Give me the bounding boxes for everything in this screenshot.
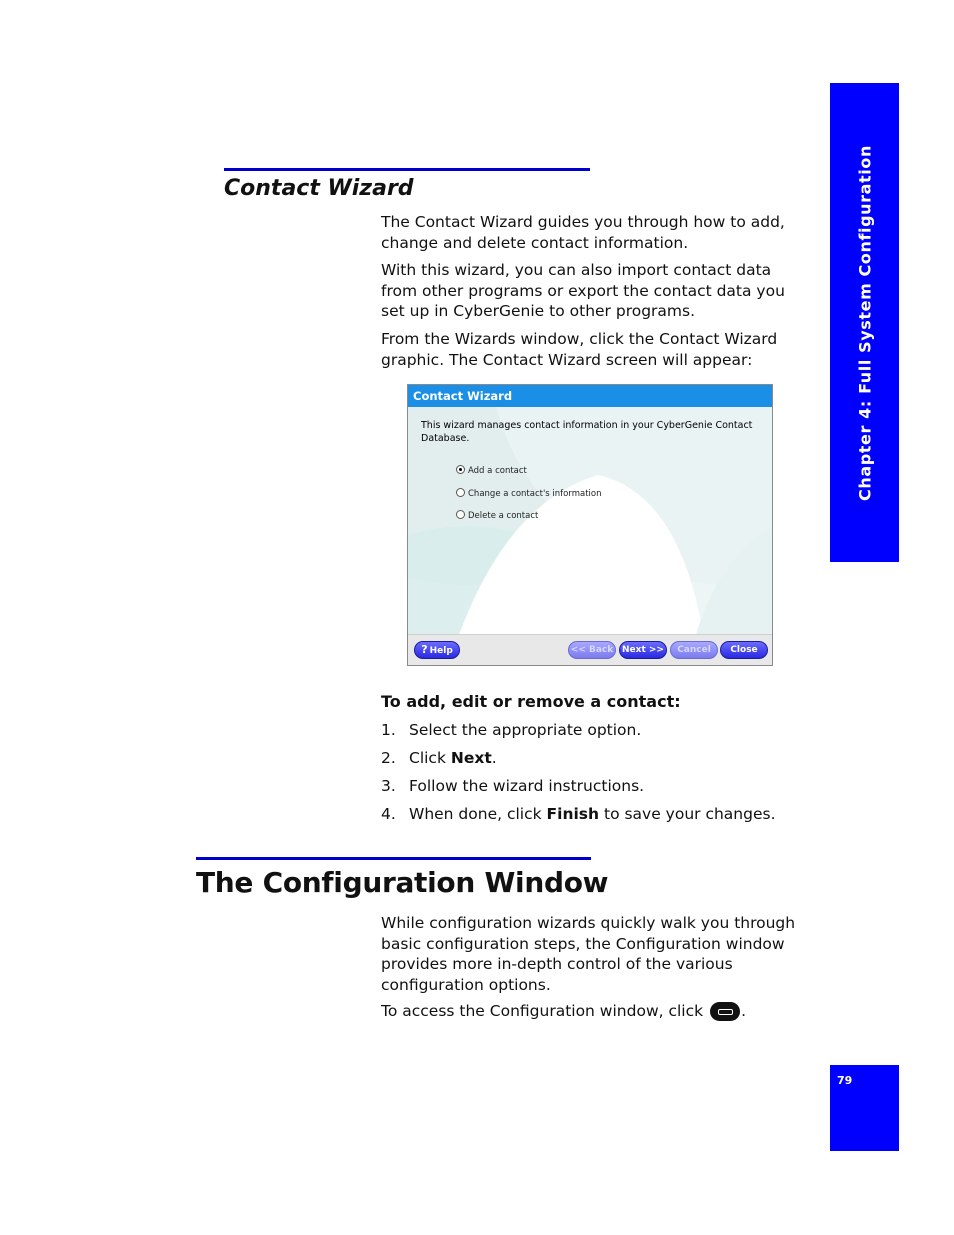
option-add-contact[interactable] xyxy=(456,465,527,476)
next-button[interactable]: Next >> xyxy=(619,641,667,659)
radio-selected-icon[interactable] xyxy=(456,465,465,474)
wizard-button-bar xyxy=(408,634,772,665)
config-access-paragraph: To access the Configuration window, click . xyxy=(381,1002,747,1020)
help-icon: ? xyxy=(421,643,428,656)
step-item: 2. Click Next. xyxy=(381,749,497,767)
option-delete-contact[interactable] xyxy=(456,510,538,521)
contact-wizard-screenshot xyxy=(407,384,773,666)
radio-icon[interactable] xyxy=(456,510,465,519)
page-number: 79 xyxy=(837,1074,853,1087)
option-label: Add a contact xyxy=(468,466,527,476)
section-rule xyxy=(224,168,590,171)
wizard-title-bar: Contact Wizard xyxy=(408,385,772,407)
procedure-heading: To add, edit or remove a contact: xyxy=(381,692,681,711)
chapter-title: Chapter 4: Full System Configuration xyxy=(855,144,874,501)
chapter-side-tab xyxy=(830,83,899,562)
procedure-steps xyxy=(381,720,776,832)
configuration-button-icon[interactable] xyxy=(710,1002,740,1021)
section-rule xyxy=(196,857,591,860)
contact-paragraph-3: From the Wizards window, click the Contact Wizard graphic. The Contact Wizard screen will appear: xyxy=(381,330,778,369)
option-label: Change a contact's information xyxy=(468,489,602,499)
contact-paragraph-1: The Contact Wizard guides you through how to add, change and delete contact information. xyxy=(381,213,785,252)
cancel-button[interactable]: Cancel xyxy=(670,641,718,659)
back-button[interactable]: << Back xyxy=(568,641,616,659)
config-paragraph: While configuration wizards quickly walk you through basic configuration steps, the Configuration window provides more in-depth control of the various configuration options. xyxy=(381,914,796,994)
configuration-window-heading: The Configuration Window xyxy=(196,866,609,899)
radio-icon[interactable] xyxy=(456,488,465,497)
close-button[interactable]: Close xyxy=(720,641,768,659)
step-item: 3. Follow the wizard instructions. xyxy=(381,777,645,795)
page-number-tab xyxy=(830,1065,899,1151)
option-change-contact[interactable] xyxy=(456,488,602,499)
option-label: Delete a contact xyxy=(468,511,539,521)
wizard-description: This wizard manages contact information in your CyberGenie Contact Database. xyxy=(421,420,753,444)
step-item: 4. When done, click Finish to save your changes. xyxy=(381,805,776,823)
contact-paragraph-2: With this wizard, you can also import contact data from other programs or export the contact data you set up in CyberGenie to other programs. xyxy=(381,261,785,320)
step-item: 1. Select the appropriate option. xyxy=(381,721,642,739)
help-button[interactable]: ? Help xyxy=(414,641,460,659)
contact-wizard-heading: Contact Wizard xyxy=(224,176,414,201)
